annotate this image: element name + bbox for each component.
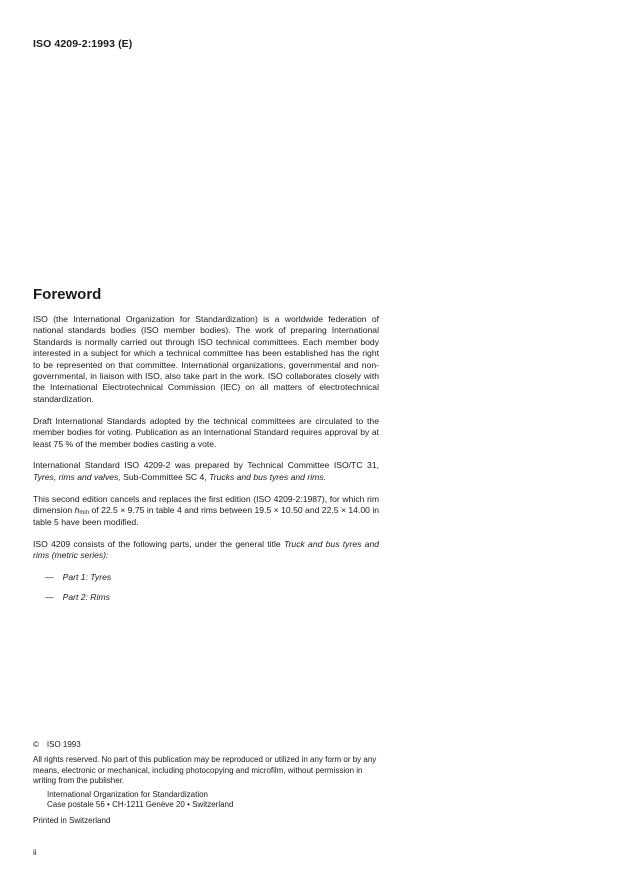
document-id: ISO 4209-2:1993 (E) [33, 38, 133, 50]
paragraph-iso-intro: ISO (the International Organization for Standardization) is a worldwide federation of national standards bodies (ISO member bodies). The work of preparing International Standards is normally carried out through ISO technical committees. Each member body interested in a subject for which a technical committee has been established has the right to be represented on that committee. International organizations, governmental and non-governmental, in liaison with ISO, also take part in the work. ISO collaborates closely with the International Electrotechnical Commission (IEC) on all matters of electrotechnical standardization. [33, 314, 379, 404]
printed-in: Printed in Switzerland [33, 816, 111, 826]
list-item [33, 572, 379, 583]
rights-statement: All rights reserved. No part of this publication may be reproduced or utilized in any form or by any means, electronic or mechanical, including photocopying and microfilm, without permission in writing from the publisher. [33, 755, 377, 786]
parts-general-title: Truck and bus tyres and rims (metric series): [33, 538, 380, 560]
copyright-text: ISO 1993 [46, 740, 81, 749]
edition-text-2: of 22.5 × 9.75 in table 4 and rims between 19.5 × 10.50 and 22.5 × 14.00 in table 5 have been modified. [33, 505, 380, 527]
parts-intro-text: ISO 4209 consists of the following parts, under the general title [33, 538, 281, 549]
dash-bullet: — [45, 591, 54, 602]
paragraph-edition [33, 494, 379, 528]
paragraph-preparation [33, 460, 379, 483]
copyright-line [33, 740, 379, 750]
foreword-body [33, 314, 379, 612]
edition-h-subscript: min [79, 510, 90, 517]
publisher-address [47, 790, 379, 811]
page-number: ii [33, 848, 37, 857]
page-title: Foreword [33, 286, 102, 303]
paragraph-parts-intro [33, 539, 379, 562]
prep-sc-title: Trucks and bus tyres and rims. [209, 471, 326, 482]
dash-bullet: — [45, 571, 54, 582]
list-item [33, 592, 379, 603]
prep-text-1: International Standard ISO 4209-2 was prepared by Technical Committee ISO/TC 31, [33, 460, 379, 471]
parts-list [33, 572, 379, 603]
edition-text-1: This second edition cancels and replaces the first edition (ISO 4209-2:1987), for which rim dimension [33, 493, 379, 516]
prep-tc-title: Tyres, rims and valves, [33, 471, 121, 482]
part-label: Part 1: Tyres [62, 571, 112, 582]
publisher-org: International Organization for Standardization [47, 789, 208, 799]
paragraph-voting: Draft International Standards adopted by the technical committees are circulated to the member bodies for voting. Publication as an International Standard requires approval by at least 75 % of the member bodies casting a vote. [33, 415, 379, 449]
part-label: Part 2: Rims [62, 591, 110, 602]
copyright-icon: © [33, 740, 39, 749]
copyright-block [33, 740, 379, 827]
prep-text-2: Sub-Committee SC 4, [123, 471, 207, 482]
edition-h-symbol: h [74, 505, 80, 516]
publisher-postal: Case postale 56 • CH-1211 Genève 20 • Switzerland [47, 800, 234, 810]
